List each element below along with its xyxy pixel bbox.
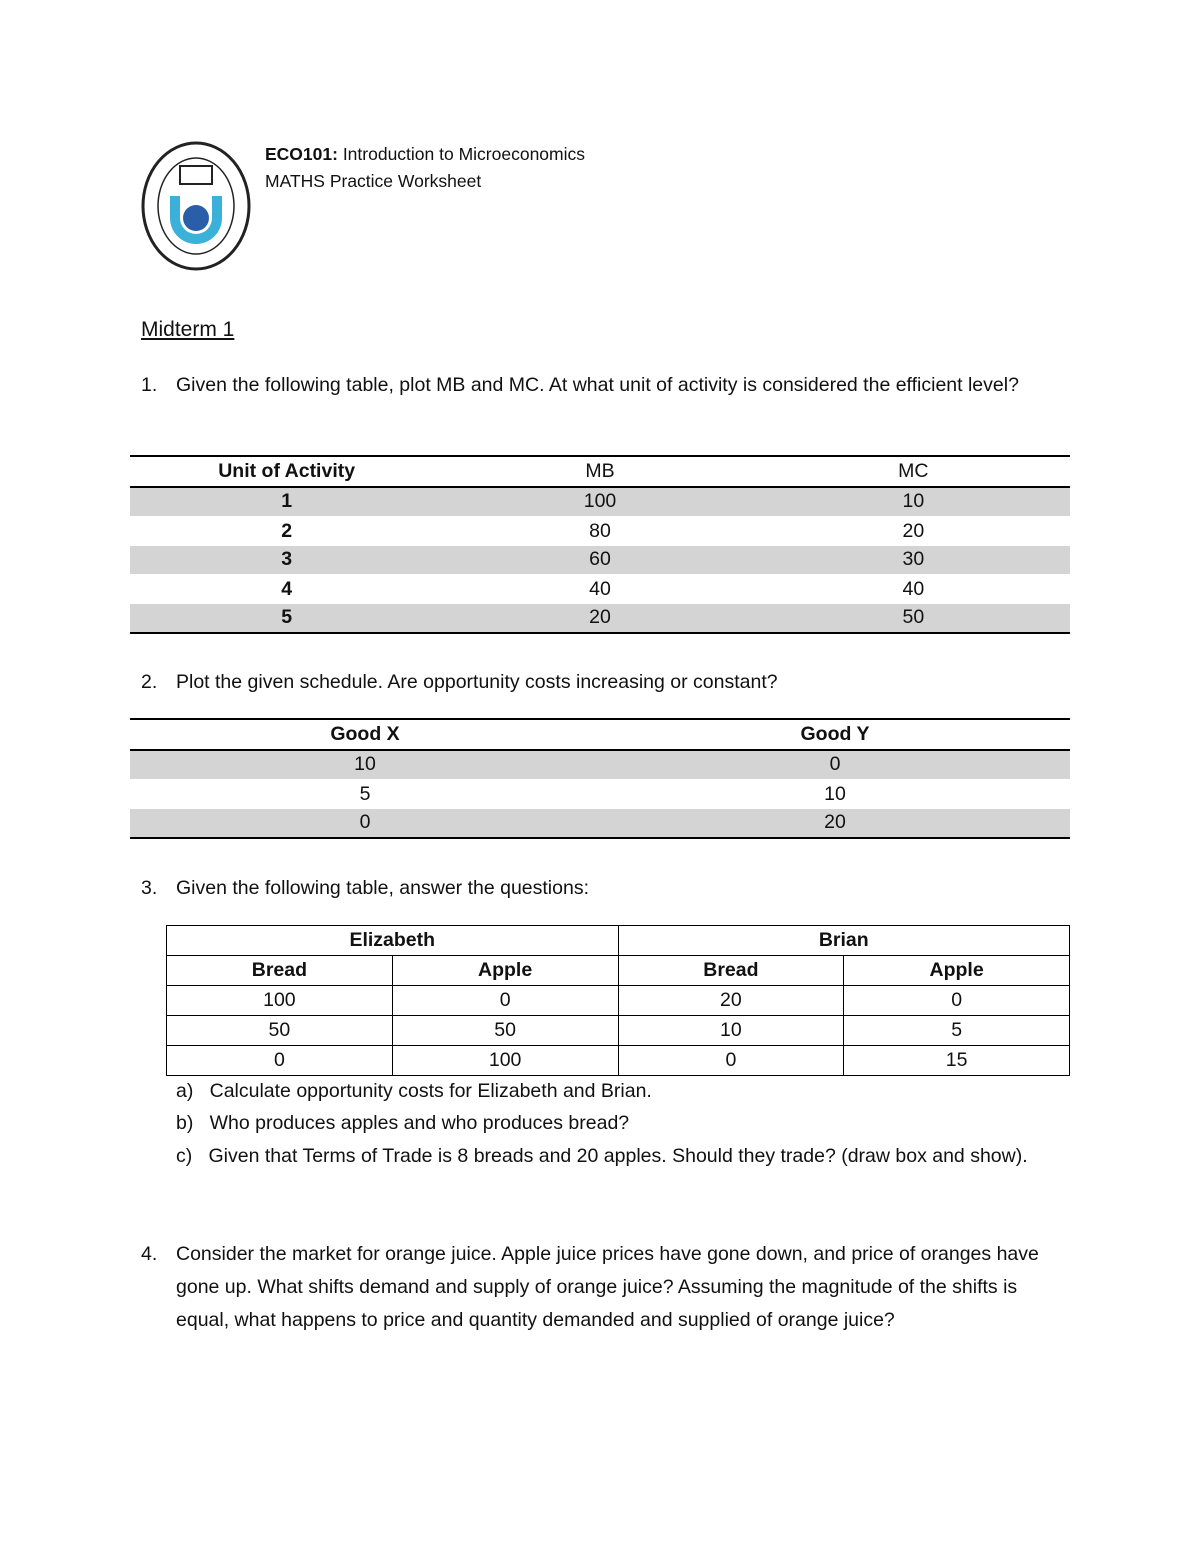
header-cell: Unit of Activity bbox=[130, 456, 443, 487]
table-header-row bbox=[130, 719, 1070, 750]
cell: 20 bbox=[600, 809, 1070, 839]
cell: 2 bbox=[281, 519, 293, 542]
section-title: Midterm 1 bbox=[141, 318, 235, 341]
course-title: Introduction to Microeconomics bbox=[337, 144, 586, 164]
table-row bbox=[167, 986, 1070, 1016]
cell: 60 bbox=[443, 546, 756, 575]
table-header-row bbox=[167, 956, 1070, 986]
header-cell: MB bbox=[443, 456, 756, 487]
cell: 1 bbox=[130, 487, 443, 517]
cell: 5 bbox=[844, 1016, 1070, 1046]
cell: 5 bbox=[359, 782, 371, 805]
question-text: Consider the market for orange juice. Apple juice prices have gone down, and price of oranges have gone up. What shifts demand and supply of orange juice? Assuming the magnitude of the shifts is equal, what happens to price and quantity demanded and supplied of orange juice? bbox=[176, 1243, 1039, 1331]
sub-text: Who produces apples and who produces bread? bbox=[209, 1112, 630, 1134]
question-text: Given the following table, plot MB and MC. At what unit of activity is considered the efficient level? bbox=[176, 374, 1019, 396]
group-header: Brian bbox=[618, 926, 1070, 956]
cell: 0 bbox=[844, 986, 1070, 1016]
table-row bbox=[130, 517, 1070, 546]
question-text: Given the following table, answer the questions: bbox=[176, 877, 589, 899]
sub-label: c) bbox=[176, 1145, 193, 1167]
question-number: 4. bbox=[141, 1243, 158, 1265]
cell: 10 bbox=[824, 782, 846, 805]
header-cell: Apple bbox=[392, 956, 618, 986]
sub-text: Given that Terms of Trade is 8 breads and 20 apples. Should they trade? (draw box and show). bbox=[208, 1145, 1028, 1167]
cell: 40 bbox=[902, 577, 925, 600]
sub-question-c bbox=[176, 1140, 1056, 1173]
header-cell: Good X bbox=[130, 719, 600, 750]
header-cell: Bread bbox=[167, 956, 393, 986]
cell: 0 bbox=[600, 750, 1070, 780]
sub-label: a) bbox=[176, 1080, 194, 1102]
cell: 0 bbox=[392, 986, 618, 1016]
question-text: Plot the given schedule. Are opportunity costs increasing or constant? bbox=[176, 671, 778, 693]
header-cell: Bread bbox=[618, 956, 844, 986]
header-cell: Apple bbox=[844, 956, 1070, 986]
table-row bbox=[130, 487, 1070, 517]
cell: 3 bbox=[130, 546, 443, 575]
cell: 80 bbox=[589, 519, 611, 542]
group-header-row bbox=[167, 926, 1070, 956]
cell: 0 bbox=[618, 1046, 844, 1076]
header-cell: MC bbox=[757, 456, 1070, 487]
worksheet-subtitle: MATHS Practice Worksheet bbox=[265, 171, 482, 191]
cell: 15 bbox=[844, 1046, 1070, 1076]
cell: 10 bbox=[130, 750, 600, 780]
cell: 50 bbox=[757, 604, 1070, 634]
production-schedule-table bbox=[130, 718, 1070, 839]
sub-text: Calculate opportunity costs for Elizabeth and Brian. bbox=[209, 1080, 652, 1102]
table-row bbox=[130, 604, 1070, 634]
production-possibilities-table bbox=[166, 925, 1070, 1076]
cell: 100 bbox=[167, 986, 393, 1016]
course-heading bbox=[265, 144, 585, 165]
cell: 10 bbox=[757, 487, 1070, 517]
cell: 50 bbox=[392, 1016, 618, 1046]
table-row bbox=[167, 1046, 1070, 1076]
cell: 10 bbox=[618, 1016, 844, 1046]
cell: 100 bbox=[392, 1046, 618, 1076]
header-cell: Good Y bbox=[600, 719, 1070, 750]
table-row bbox=[130, 575, 1070, 604]
cell: 20 bbox=[443, 604, 756, 634]
question-number: 2. bbox=[141, 671, 158, 693]
sub-question-b bbox=[176, 1107, 1056, 1140]
course-code: ECO101: bbox=[265, 144, 338, 164]
group-header: Elizabeth bbox=[167, 926, 619, 956]
university-logo bbox=[140, 140, 252, 272]
cell: 20 bbox=[618, 986, 844, 1016]
cell: 0 bbox=[167, 1046, 393, 1076]
table-row bbox=[167, 1016, 1070, 1046]
cell: 40 bbox=[589, 577, 611, 600]
table-row bbox=[130, 546, 1070, 575]
cell: 20 bbox=[902, 519, 925, 542]
sub-question-a bbox=[176, 1075, 1056, 1108]
sub-label: b) bbox=[176, 1112, 194, 1134]
table-row bbox=[130, 780, 1070, 809]
cell: 30 bbox=[757, 546, 1070, 575]
cell: 100 bbox=[443, 487, 756, 517]
table-row bbox=[130, 809, 1070, 839]
table-header-row bbox=[130, 456, 1070, 487]
cell: 5 bbox=[130, 604, 443, 634]
cell: 0 bbox=[130, 809, 600, 839]
mb-mc-table bbox=[130, 455, 1070, 634]
question-number: 3. bbox=[141, 877, 158, 899]
table-row bbox=[130, 750, 1070, 780]
cell: 4 bbox=[281, 577, 293, 600]
cell: 50 bbox=[167, 1016, 393, 1046]
question-number: 1. bbox=[141, 374, 158, 396]
